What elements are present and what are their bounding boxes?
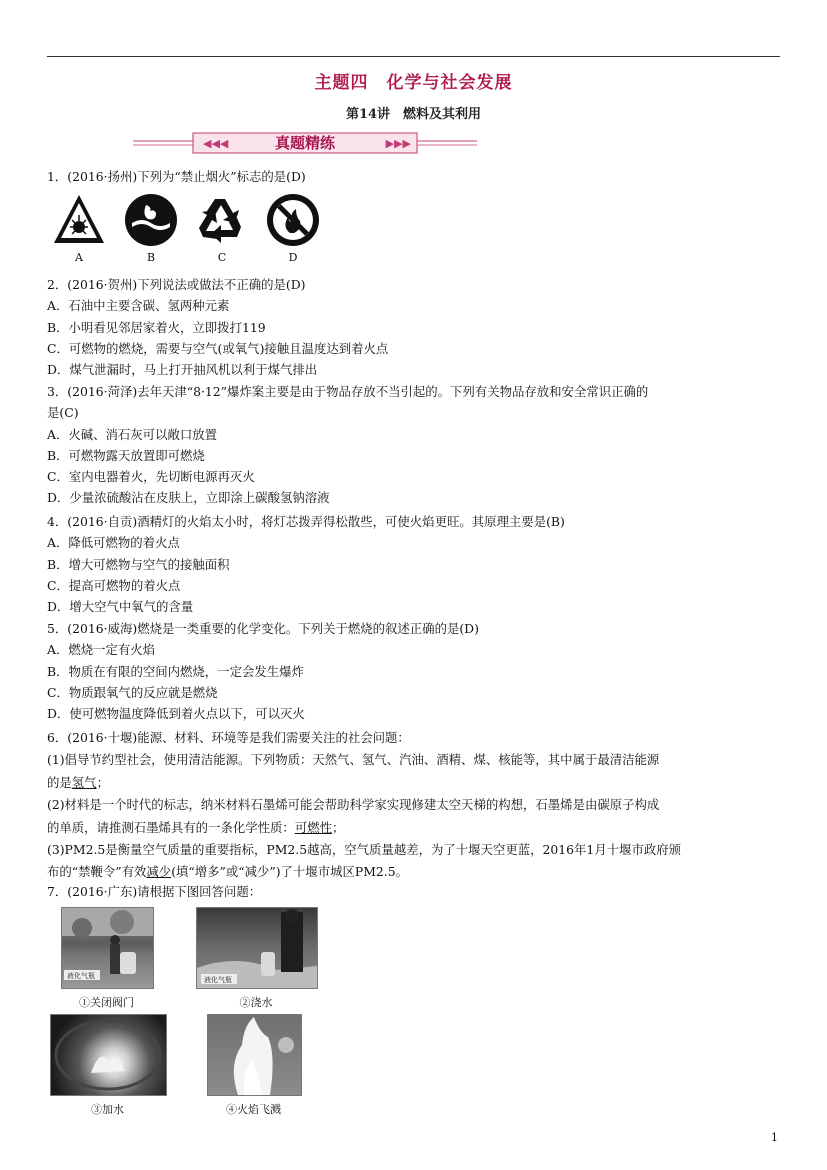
question-6-part2: (2)材料是一个时代的标志，纳米材料石墨烯可能会帮助科学家实现修建太空天梯的构想，石墨烯是由碳原子构成 bbox=[47, 797, 660, 813]
fire-water-icon bbox=[124, 193, 178, 247]
question-1 bbox=[47, 166, 787, 187]
caption-2: ②浇水 bbox=[239, 996, 273, 1009]
question-6-answer-1: 氢气 bbox=[71, 774, 97, 790]
question-2-option-a: A．石油中主要含碳、氢两种元素 bbox=[47, 298, 230, 314]
question-5-option-c: C．物质跟氧气的反应就是燃烧 bbox=[47, 684, 218, 700]
question-6-part3-cont: 布的“禁鞭令”有效减少(填“增多”或“减少”)了十堰市城区PM2.5。 bbox=[47, 864, 409, 880]
option-a-label: A bbox=[75, 251, 83, 264]
question-7-stem: 7．(2016·广东)请根据下图回答问题： bbox=[47, 884, 262, 899]
question-3-option-b: B．可燃物露天放置即可燃烧 bbox=[47, 447, 205, 463]
question-2-option-c: C．可燃物的燃烧，需要与空气(或氧气)接触且温度达到着火点 bbox=[47, 340, 389, 356]
question-2 bbox=[47, 274, 787, 380]
option-b-label: B bbox=[146, 251, 156, 264]
caption-3: ③加水 bbox=[91, 1103, 124, 1116]
photo-pour-water bbox=[196, 907, 318, 989]
question-6-stem: 6．(2016·十堰)能源、材料、环境等是我们需要关注的社会问题： bbox=[47, 730, 410, 745]
question-3-option-c: C．室内电器着火，先切断电源再灭火 bbox=[47, 469, 255, 485]
question-5-option-a: A．燃烧一定有火焰 bbox=[47, 642, 156, 658]
photo-add-water bbox=[50, 1014, 167, 1096]
caption-4: ④火焰飞溅 bbox=[226, 1103, 281, 1116]
question-2-stem: 2．(2016·贺州)下列说法或做法不正确的是(D) bbox=[47, 277, 306, 292]
question-5-stem: 5．(2016·威海)燃烧是一类重要的化学变化。下列关于燃烧的叙述正确的是(D) bbox=[47, 621, 479, 636]
question-6-part2-cont: 的单质，请推测石墨烯具有的一条化学性质：可燃性； bbox=[47, 819, 345, 835]
question-2-option-d: D．煤气泄漏时，马上打开抽风机以利于煤气排出 bbox=[47, 362, 318, 378]
option-c-label: C bbox=[217, 251, 227, 264]
question-4-option-c: C．提高可燃物的着火点 bbox=[47, 577, 181, 593]
question-2-option-b: B．小明看见邻居家着火，立即拨打119 bbox=[47, 319, 266, 335]
question-5-option-d: D．使可燃物温度降低到着火点以下，可以灭火 bbox=[47, 706, 305, 722]
question-1-stem: 1．(2016·扬州)下列为“禁止烟火”标志的是(D) bbox=[47, 169, 306, 184]
sign-options bbox=[52, 193, 332, 263]
caption-1: ①关闭阀门 bbox=[79, 996, 134, 1009]
question-6-part1-cont: 的是氢气； bbox=[47, 774, 109, 790]
question-4-option-d: D．增大空气中氧气的含量 bbox=[47, 599, 194, 615]
photo-2-label: 液化气瓶 bbox=[204, 976, 232, 984]
question-6-part3: (3)PM2.5是衡量空气质量的重要指标，PM2.5越高，空气质量越差，为了十堰天空更蓝，2016年1月十堰市政府颁 bbox=[47, 842, 682, 858]
question-4 bbox=[47, 511, 787, 617]
page-title: 主题四 化学与社会发展 bbox=[314, 73, 513, 93]
question-5 bbox=[47, 618, 787, 724]
question-4-stem: 4．(2016·自贡)酒精灯的火焰太小时，将灯芯拨弄得松散些，可使火焰更旺。其原理主要是(B) bbox=[47, 514, 565, 529]
explosive-warning-icon bbox=[52, 193, 106, 247]
photo-close-valve bbox=[61, 907, 154, 989]
svg-text:◀◀◀: ◀◀◀ bbox=[203, 137, 229, 150]
header-rule bbox=[47, 56, 780, 57]
question-3 bbox=[47, 381, 787, 509]
question-3-stem: 3．(2016·菏泽)去年天津“8·12”爆炸案主要是由于物品存放不当引起的。下列有关物品存放和安全常识正确的 bbox=[47, 384, 649, 399]
question-3-option-a: A．火碱、消石灰可以敞口放置 bbox=[47, 426, 218, 442]
question-4-option-b: B．增大可燃物与空气的接触面积 bbox=[47, 556, 230, 572]
question-4-option-a: A．降低可燃物的着火点 bbox=[47, 535, 180, 551]
question-7 bbox=[47, 881, 787, 902]
lesson-subtitle: 第14讲 燃料及其利用 bbox=[345, 107, 482, 122]
page-number: 1 bbox=[771, 1131, 778, 1144]
section-banner bbox=[133, 132, 477, 156]
option-d-label: D bbox=[288, 251, 298, 264]
no-fire-icon bbox=[266, 193, 320, 247]
question-6 bbox=[47, 727, 787, 884]
question-6-part1: (1)倡导节约型社会，使用清洁能源。下列物质：天然气、氢气、汽油、酒精、煤、核能等，其中属于最清洁能源 bbox=[47, 752, 660, 768]
photo-1-label: 液化气瓶 bbox=[67, 972, 95, 980]
question-3-stem-cont: 是(C) bbox=[47, 405, 79, 421]
banner-text: 真题精练 bbox=[274, 134, 336, 152]
question-3-option-d: D．少量浓硫酸沾在皮肤上，立即涂上碳酸氢钠溶液 bbox=[47, 490, 330, 506]
photo-flame-splash bbox=[207, 1014, 302, 1096]
recycle-icon bbox=[195, 193, 249, 247]
svg-text:▶▶▶: ▶▶▶ bbox=[385, 137, 411, 150]
question-6-answer-2: 可燃性 bbox=[294, 819, 332, 835]
question-5-option-b: B．物质在有限的空间内燃烧，一定会发生爆炸 bbox=[47, 663, 304, 679]
question-6-answer-3: 减少 bbox=[146, 864, 172, 880]
